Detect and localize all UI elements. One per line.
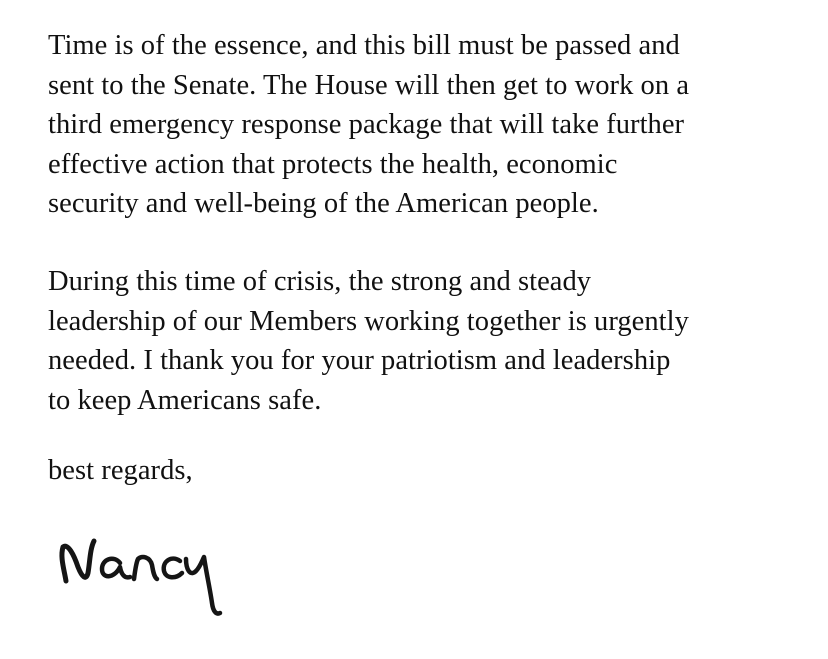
- paragraph-time-is-of-essence: [48, 26, 818, 224]
- paragraph-line: to keep Americans safe.: [48, 384, 322, 416]
- paragraph-line: effective action that protects the health, economic: [48, 148, 618, 180]
- signature-stroke-c: [164, 559, 182, 578]
- paragraph-line: sent to the Senate. The House will then get to work on a: [48, 69, 690, 101]
- paragraph-line: needed. I thank you for your patriotism and leadership: [48, 345, 671, 377]
- signature-stroke-n2: [134, 557, 157, 579]
- signature-stroke-a: [102, 559, 130, 578]
- signature-strokes: [62, 541, 220, 614]
- paragraph-line: third emergency response package that will take further: [48, 109, 685, 141]
- paragraph-line: Time is of the essence, and this bill must be passed and: [48, 30, 680, 61]
- signature-image: [44, 525, 264, 625]
- handwritten-signature: [44, 525, 264, 625]
- paragraph-time-of-crisis: [48, 262, 818, 420]
- paragraph-line: During this time of crisis, the strong and steady: [48, 266, 592, 297]
- signature-stroke-n: [62, 541, 94, 581]
- signature-stroke-y: [186, 557, 220, 614]
- closing-salutation: [48, 451, 818, 491]
- paragraph-line: leadership of our Members working together is urgently: [48, 305, 689, 337]
- closing-text: best regards,: [48, 455, 193, 486]
- paragraph-line: security and well-being of the American people.: [48, 188, 599, 220]
